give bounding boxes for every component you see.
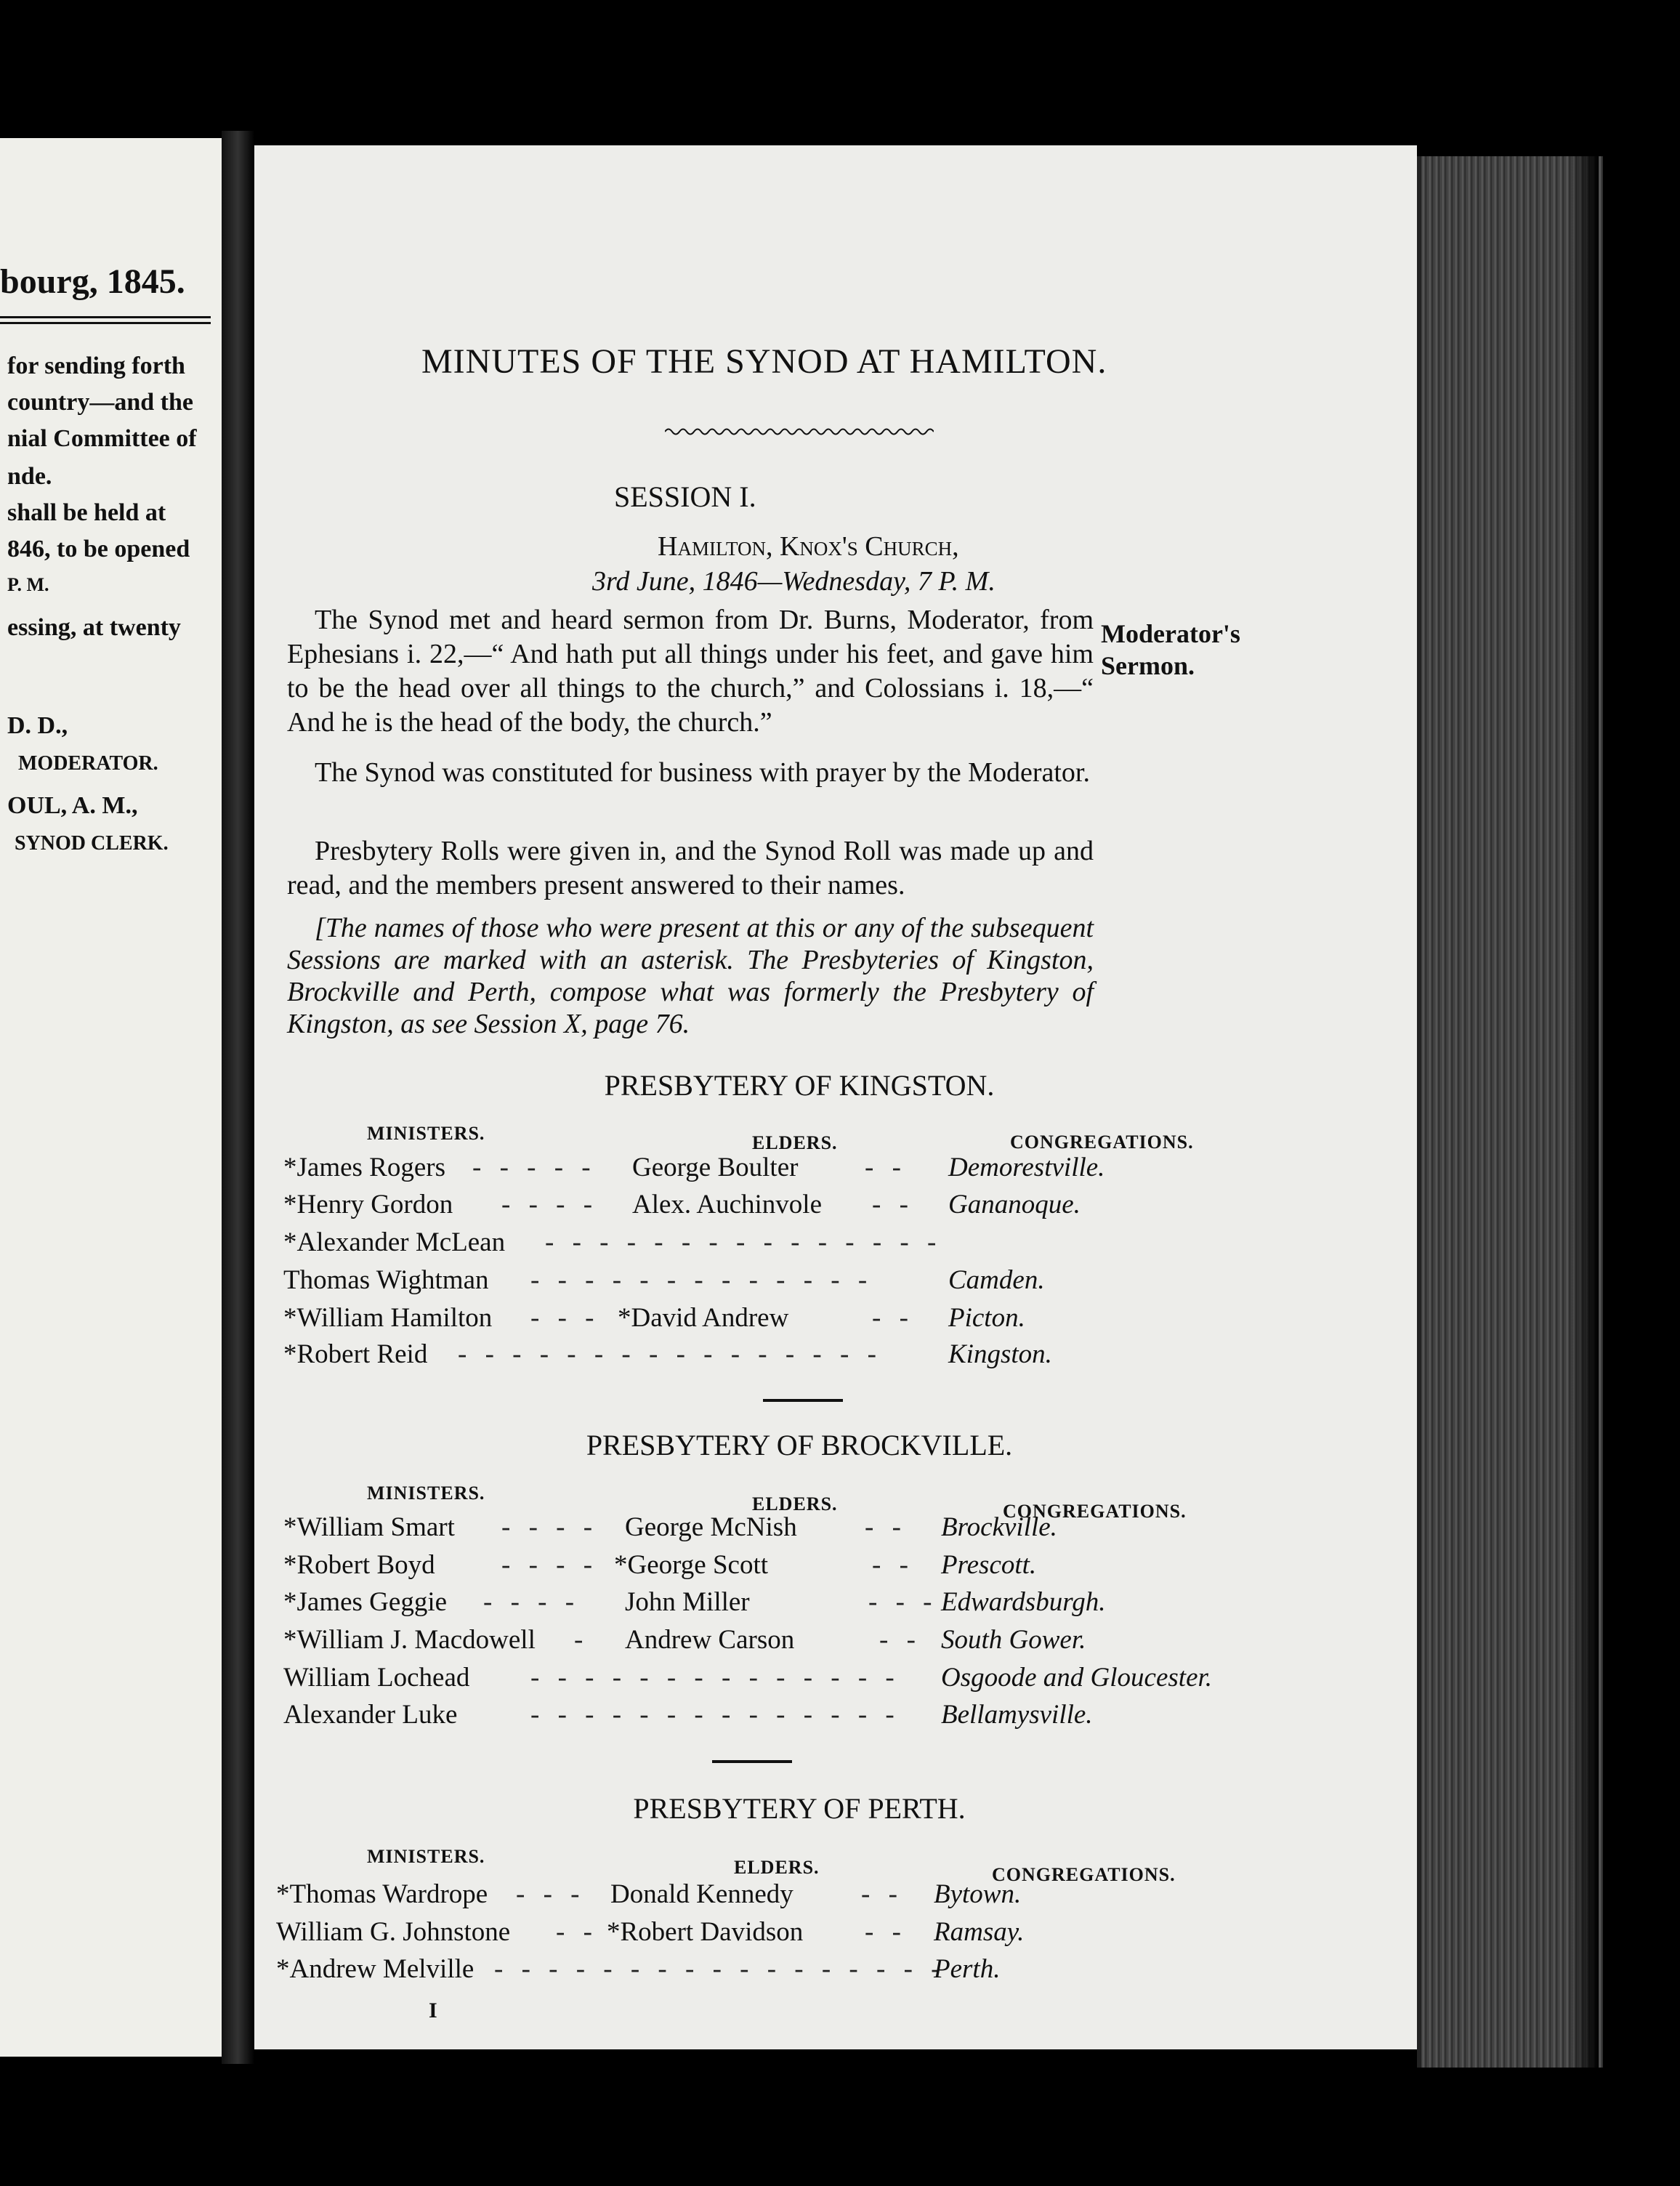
congregation-name: Bellamysville. [941,1700,1093,1730]
column-header-congregations: CONGREGATIONS. [992,1864,1176,1885]
congregation-name: South Gower. [941,1625,1086,1655]
elder-name: *Robert Davidson [607,1917,804,1947]
session-date [592,565,996,597]
roll-row [283,1512,1359,1548]
roll-row [283,1549,1359,1586]
minister-name: *Thomas Wardrope [276,1879,488,1909]
minister-name: William G. Johnstone [276,1917,511,1947]
congregation-name: Gananoque. [948,1190,1081,1219]
leader-dots: - - - - [483,1587,581,1617]
leader-dots: - - - - - - - - - - - - - - - - - [494,1954,946,1984]
paragraph-note: [The names of those who were present at this or any of the subsequent Sessions are marked with an asterisk. The Presbyteries of Kingston, Brockville and Perth, compose what was formerly the Presbytery of Kingston, as see Session X, page 76. [287,913,1094,1039]
leader-dots: - - [556,1917,598,1947]
section-rule [763,1399,843,1402]
margin-note-line: Moderator's [1101,619,1240,648]
left-line: country—and the [7,389,193,416]
elder-name: Andrew Carson [625,1625,795,1655]
leader-dots: - - - - - - - - - - - - - [530,1265,873,1295]
leader-dots: - - [879,1625,921,1655]
leader-dots: - - - [530,1303,600,1333]
column-header-elders: ELDERS. [734,1857,820,1878]
column-header-congregations: CONGREGATIONS. [1003,1501,1187,1522]
congregation-name: Brockville. [941,1512,1057,1542]
left-line: nial Committee of [7,425,197,452]
roll-row [283,1624,1359,1661]
leader-dots: - - - - - - - - - - - - - - - - [458,1339,882,1369]
minister-name: *Andrew Melville [276,1954,474,1984]
minister-name: Alexander Luke [283,1700,458,1730]
margin-note-line: Sermon. [1101,651,1195,680]
roll-row [283,1662,1359,1698]
column-header-ministers: MINISTERS. [367,1123,485,1144]
presbytery-title: PRESBYTERY OF BROCKVILLE. [586,1429,1013,1461]
congregation-name: Bytown. [934,1879,1022,1909]
previous-page [0,138,222,2057]
paragraph-sermon: The Synod met and heard sermon from Dr. Burns, Moderator, from Ephesians i. 22,—“ And hath put all things under his feet, and gave him to be the head over all things to the church,” and Colossians i. 18,—“ And he is the head of the body, the church.” [287,605,1094,738]
left-line: SYNOD CLERK. [15,832,169,855]
leader-dots: - [574,1625,589,1655]
presbytery-title: PRESBYTERY OF KINGSTON. [604,1069,995,1102]
minister-name: *Alexander McLean [283,1227,506,1257]
wavy-rule [665,427,934,437]
section-rule [712,1760,792,1763]
minister-name: Thomas Wightman [283,1265,489,1295]
roll-row [283,1189,1359,1225]
paragraph-constituted: The Synod was constituted for business with prayer by the Moderator. [315,757,1090,788]
elder-name: Alex. Auchinvole [632,1190,823,1219]
leader-dots: - - - - - - - - - - - - - - [530,1700,900,1730]
congregation-name: Camden. [948,1265,1045,1295]
congregation-name: Demorestville. [948,1153,1105,1182]
roll-row [283,1699,1359,1735]
roll-row [283,1265,1359,1301]
leader-dots: - - [872,1550,914,1580]
congregation-name: Perth. [934,1954,1001,1984]
paragraph-rolls: Presbytery Rolls were given in, and the Synod Roll was made up and read, and the members present answered to their names. [287,836,1094,900]
elder-name: Donald Kennedy [610,1879,793,1909]
roll-row [283,1227,1359,1263]
minister-name: *William Hamilton [283,1303,493,1333]
congregation-name: Picton. [948,1303,1025,1333]
leader-dots: - - - - - [472,1153,597,1182]
column-header-congregations: CONGREGATIONS. [1010,1132,1194,1153]
leader-dots: - - - [516,1879,586,1909]
elder-name: *David Andrew [618,1303,789,1333]
left-header-rule [0,316,211,318]
session-heading: SESSION I. [614,480,756,513]
left-line: P. M. [7,574,49,595]
congregation-name: Edwardsburgh. [941,1587,1106,1617]
congregation-name: Osgoode and Gloucester. [941,1663,1213,1693]
minister-name: William Lochead [283,1663,470,1693]
minister-name: *Henry Gordon [283,1190,453,1219]
book-gutter [222,131,254,2064]
elder-name: John Miller [625,1587,750,1617]
current-page [254,145,1417,2049]
page-title: MINUTES OF THE SYNOD AT HAMILTON. [421,342,1107,381]
column-header-elders: ELDERS. [752,1132,838,1153]
column-header-ministers: MINISTERS. [367,1483,485,1504]
roll-row [276,1879,1359,1915]
leader-dots: - - [872,1190,914,1219]
minister-name: *Robert Boyd [283,1550,435,1580]
left-line: MODERATOR. [18,752,158,775]
roll-row [283,1586,1359,1623]
roll-row [276,1953,1359,1990]
left-line: shall be held at [7,499,166,526]
leader-dots: - - [865,1917,907,1947]
left-header-rule-2 [0,322,211,324]
roll-row [276,1916,1359,1953]
leader-dots: - - - - - - - - - - - - - - [530,1663,900,1693]
roll-row [283,1339,1359,1375]
book-edge-shadow [1570,156,1599,2068]
left-line: for sending forth [7,352,185,379]
roll-row [283,1302,1359,1339]
leader-dots: - - - - [501,1550,599,1580]
left-line: nde. [7,463,52,490]
left-line: D. D., [7,712,68,739]
minister-name: *James Rogers [283,1153,445,1182]
left-line: 846, to be opened [7,536,190,562]
left-page-header: bourg, 1845. [0,262,185,301]
leader-dots: - - - - - - - - - - - - - - - [545,1227,942,1257]
column-header-elders: ELDERS. [752,1493,838,1515]
minister-name: *James Geggie [283,1587,448,1617]
leader-dots: - - [865,1153,907,1182]
roll-row [283,1152,1359,1188]
left-line: essing, at twenty [7,614,181,641]
presbytery-title: PRESBYTERY OF PERTH. [633,1792,966,1825]
congregation-name: Kingston. [948,1339,1052,1369]
elder-name: *George Scott [614,1550,769,1580]
leader-dots: - - [872,1303,914,1333]
minister-name: *William Smart [283,1512,455,1542]
minister-name: *William J. Macdowell [283,1625,536,1655]
congregation-name: Prescott. [941,1550,1037,1580]
column-header-ministers: MINISTERS. [367,1846,485,1867]
signature-mark: I [429,1999,437,2022]
leader-dots: - - [865,1512,907,1542]
congregation-name: Ramsay. [934,1917,1025,1947]
elder-name: George McNish [625,1512,797,1542]
session-place: Hamilton, Knox's Church, [658,531,959,562]
leader-dots: - - - - [501,1190,599,1219]
leader-dots: - - - - [501,1512,599,1542]
leader-dots: - - - [868,1587,938,1617]
margin-note [1101,618,1240,682]
minister-name: *Robert Reid [283,1339,428,1369]
left-line: OUL, A. M., [7,792,138,819]
session-date-text: 3rd June, 1846—Wednesday, 7 P. M. [592,566,996,597]
elder-name: George Boulter [632,1153,799,1182]
leader-dots: - - [861,1879,903,1909]
